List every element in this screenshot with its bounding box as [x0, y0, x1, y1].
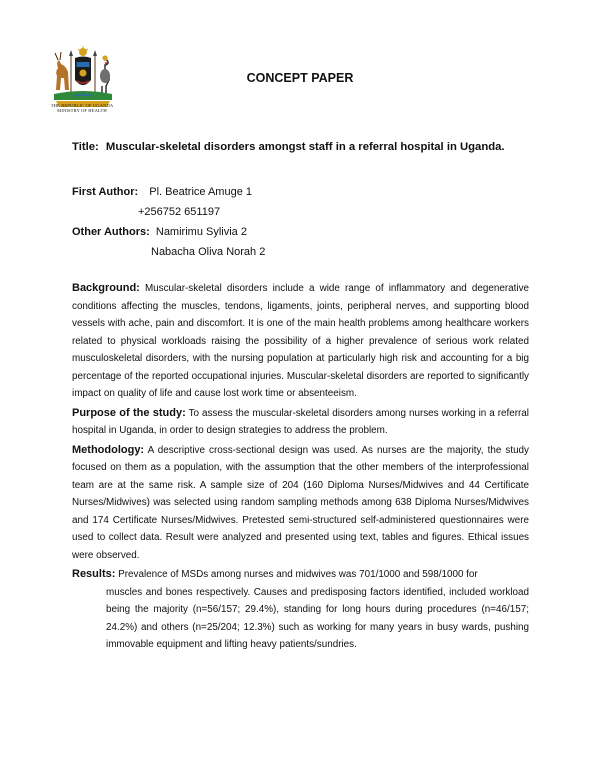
other-author-2-row — [72, 242, 265, 262]
purpose-section — [72, 405, 529, 440]
purpose-text: To assess the muscular-skeletal disorders among nurses working in a referral hospital in Uganda, in order to design strategies to address the problem. — [72, 407, 529, 436]
title-label: Title: — [72, 141, 99, 153]
first-author-label: First Author: — [72, 186, 139, 198]
results-text-rest: muscles and bones respectively. Causes and predisposing factors identified, included workload being the majority (n=56/157; 29.4%), standing for long hours during procedures (n=46/157; 24.2%) and others (n=25/204; 12.3%) such as working for many years in busy wards, pushing immovable equipment and lifting heavy patients/sundries. — [106, 586, 529, 650]
methodology-label: Methodology: — [72, 443, 145, 456]
background-text: Muscular-skeletal disorders include a wide range of inflammatory and degenerative conditions affecting the muscles, tendons, ligaments, joints, peripheral nerves, and supporting blood vessels with ache, pain and discomfort. It is one of the main health problems among healthcare workers related to physical workloads raising the possibility of a higher prevalence of serious work related musculoskeletal disorders, with the nursing population at particularly high risk and accounting for a big percentage of the reported occupational injuries. Muscular-skeletal disorders are reported to significantly impact on quality of life and cause lost work time or absenteeism. — [72, 283, 529, 399]
first-author-name: Pl. Beatrice Amuge 1 — [149, 186, 252, 198]
authors-block — [72, 182, 265, 262]
other-author-2: Nabacha Oliva Norah 2 — [151, 246, 266, 258]
logo-caption — [42, 103, 122, 114]
results-label: Results: — [72, 568, 116, 580]
first-author-row — [72, 182, 265, 202]
body-text — [72, 280, 529, 656]
other-authors-row — [72, 222, 265, 242]
title-text: Muscular-skeletal disorders amongst staff in a referral hospital in Uganda. — [105, 141, 505, 153]
first-author-phone-row — [72, 202, 265, 222]
first-author-phone: +256752 651197 — [138, 206, 221, 218]
background-section — [72, 280, 529, 403]
results-first-line — [72, 566, 529, 584]
paper-title — [72, 141, 505, 153]
background-label: Background: — [72, 282, 140, 294]
other-authors-label: Other Authors: — [72, 226, 150, 238]
methodology-section — [72, 442, 529, 565]
logo-caption-line2: MINISTRY OF HEALTH — [57, 108, 107, 114]
results-section — [72, 566, 529, 654]
page-title: CONCEPT PAPER — [246, 71, 354, 85]
methodology-text: A descriptive cross-sectional design was used. As nurses are the majority, the study focused on them as a population, with the assumption that the other members of the interprofessional team are at the same risk. A sample size of 204 (160 Diploma Nurses/Midwives and 44 Certificate Nurses/Midwives) was selected using random sampling methods among 638 Diploma Nurses/Midwives and 174 Certificate Nurses/Midwives. Pretested semi-structured self-administered questionnaires were used to collect data. Result were analyzed and presented using text, tables and figures. Ethical issues were observed. — [72, 444, 529, 561]
other-author-1: Namirimu Sylivia 2 — [155, 226, 247, 238]
purpose-label: Purpose of the study: — [72, 406, 186, 419]
logo-caption-line1: THE REPUBLIC OF UGANDA — [50, 103, 114, 108]
results-text-first: Prevalence of MSDs among nurses and midwives was 701/1000 and 598/1000 for — [118, 569, 478, 580]
